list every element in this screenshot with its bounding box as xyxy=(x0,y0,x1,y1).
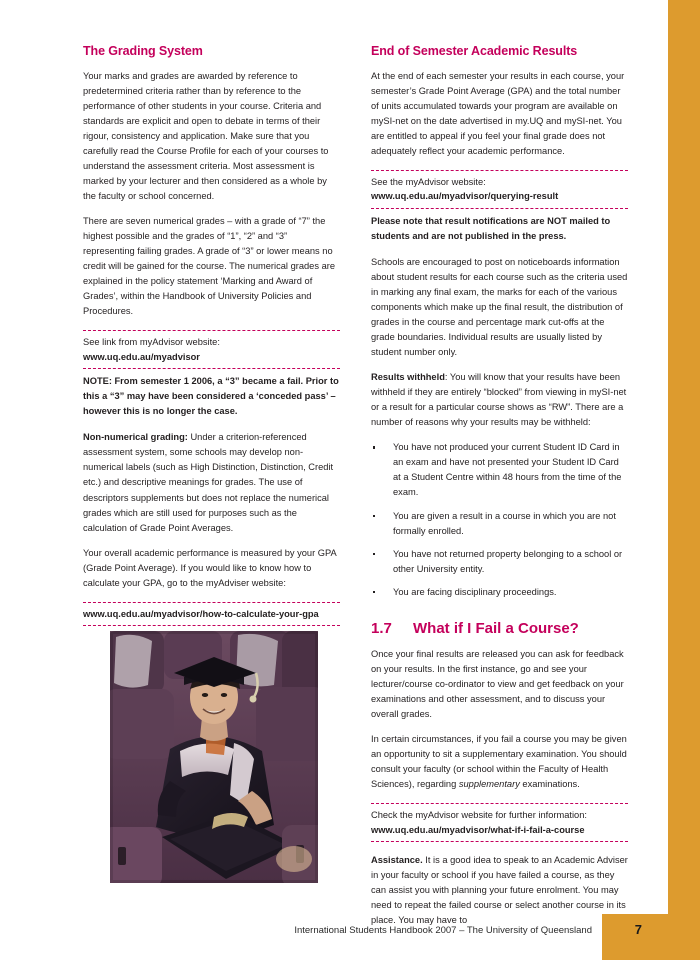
section-title: What if I Fail a Course? xyxy=(413,619,579,637)
results-withheld-label: Results withheld xyxy=(371,372,445,383)
fail-callout-url[interactable]: www.uq.edu.au/myadvisor/what-if-i-fail-a-course xyxy=(371,824,585,835)
non-numerical-grading-label: Non-numerical grading: xyxy=(83,432,188,443)
supplementary-text-b: examinations. xyxy=(519,779,580,790)
right-callout-querying-result xyxy=(371,170,628,244)
non-numerical-grading-text: Under a criterion-referenced assessment system, some schools may develop non-numerical labels (such as High Distinction, Distinction, Credit etc.) and descriptive meanings for grades. The use of descriptors supplements but does not replace the numerical grades which are still used for purposes such as the calculation of Grade Point Averages. xyxy=(83,432,334,533)
left-paragraph-3 xyxy=(83,430,340,535)
left-section-heading: The Grading System xyxy=(83,44,203,58)
right-paragraph-6 xyxy=(371,853,628,928)
withheld-reasons-list xyxy=(371,440,628,599)
section-1-7-heading xyxy=(371,620,628,638)
left-paragraph-1: Your marks and grades are awarded by reference to predetermined criteria rather than by reference to the performance of other students in your course. Criteria and standards are explicit and open to debate in terms of their rigour, consistency and application. Make sure that you carefully read the Course Profile for each of your courses to understand the assessment criteria. Most assessment is marked by your lecturer and then considered as a whole by the faculty or school concerned. xyxy=(83,70,329,201)
callout-url[interactable]: www.uq.edu.au/myadvisor xyxy=(83,351,200,362)
photo-illustration xyxy=(110,631,318,883)
assistance-text: It is a good idea to speak to an Academic Adviser in your faculty or school if you have failed a course, as they can assist you with planning your future enrolment. You may need to repeat the failed course or select another course in its place. You may have to xyxy=(371,854,628,926)
left-paragraph-4: Your overall academic performance is measured by your GPA (Grade Point Average). If you would like to know how to calculate your GPA, go to the myAdviser website: xyxy=(83,547,337,588)
right-paragraph-4: Once your final results are released you can ask for feedback on your results. In the first instance, go and see your lecturer/course co-ordinator to view and get feedback on your examinations and other assessment, and to discuss your overall grades. xyxy=(371,648,624,719)
right-paragraph-2: Schools are encouraged to post on noticeboards information about student results for each course such as the criteria used in marking any final exam, the marks for each of the various components which make up the final result, the distribution of grades in the course and percentage mark cut-offs at the grade boundaries. Individual results are usually listed by student number only. xyxy=(371,256,628,358)
right-paragraph-1: At the end of each semester your results in each course, your semester’s Grade Point Average (GPA) and the total number of units accumulated towards your program are available on mySI-net on the date advertised in my.UQ and mySI-net. You are entitled to appeal if you feel your final grade does not adequately reflect your academic performance. xyxy=(371,70,625,156)
right-section-heading: End of Semester Academic Results xyxy=(371,44,578,58)
right-callout-url[interactable]: www.uq.edu.au/myadvisor/querying-result xyxy=(371,191,559,202)
gpa-callout-url[interactable]: www.uq.edu.au/myadvisor/how-to-calculate-your-gpa xyxy=(83,608,319,619)
list-item: You are given a result in a course in which you are not formally enrolled. xyxy=(371,509,628,539)
dashed-rule-bottom-gpa xyxy=(83,625,340,626)
list-item: You have not returned property belonging to a school or other University entity. xyxy=(371,547,628,577)
left-paragraph-2: There are seven numerical grades – with a grade of “7” the highest possible and the grades of “1”, “2” and “3” representing failing grades. A grade of “3” or lower means no credit will be gained for the course. The numerical grades are explained in the policy statement ‘Marking and Award of Grades’, within the Handbook of University Policies and Procedures. xyxy=(83,216,336,317)
right-column xyxy=(371,44,628,928)
list-item: You have not produced your current Student ID Card in an exam and have not presented your Student ID Card at a Student Centre within 48 hours from the time of the exam. xyxy=(371,440,628,500)
assistance-label: Assistance. xyxy=(371,854,423,865)
left-column xyxy=(83,44,340,637)
right-callout-intro: See the myAdvisor website: xyxy=(371,176,486,187)
list-item: You are facing disciplinary proceedings. xyxy=(371,585,628,600)
left-callout-myadvisor xyxy=(83,330,340,419)
section-number: 1.7 xyxy=(371,619,392,637)
callout-note-text: NOTE: From semester 1 2006, a “3” became a fail. Prior to this a “3” may have been considered a ‘conceded pass’ – however this is no longer the case. xyxy=(83,376,339,417)
dashed-rule-bottom-fail xyxy=(371,841,628,842)
supplementary-emphasis: supplementary xyxy=(458,779,520,790)
right-paragraph-5 xyxy=(371,732,628,792)
supplementary-text-a: In certain circumstances, if you fail a course you may be given an opportunity to sit a supplementary examination. You should consult your faculty (or school within the Faculty of Health Sciences), regarding xyxy=(371,733,627,790)
fail-callout-intro: Check the myAdvisor website for further information: xyxy=(371,810,587,821)
page-edge-accent-bar xyxy=(668,0,700,914)
callout-intro-text: See link from myAdvisor website: xyxy=(83,337,220,348)
footer-title: International Students Handbook 2007 – The University of Queensland xyxy=(294,925,592,936)
left-callout-gpa xyxy=(83,602,340,626)
results-withheld-text: : You will know that your results have been withheld if they are entirely “blocked” from viewing in mySI-net or a result for a particular course shows as “RW”. There are a number of reasons why your results may be withheld: xyxy=(371,372,627,428)
right-callout-note: Please note that result notifications are NOT mailed to students and are not published in the press. xyxy=(371,215,611,241)
page-number: 7 xyxy=(634,922,642,937)
graduation-student-photo xyxy=(110,631,318,883)
right-callout-fail-course xyxy=(371,803,628,842)
right-paragraph-3 xyxy=(371,370,628,430)
